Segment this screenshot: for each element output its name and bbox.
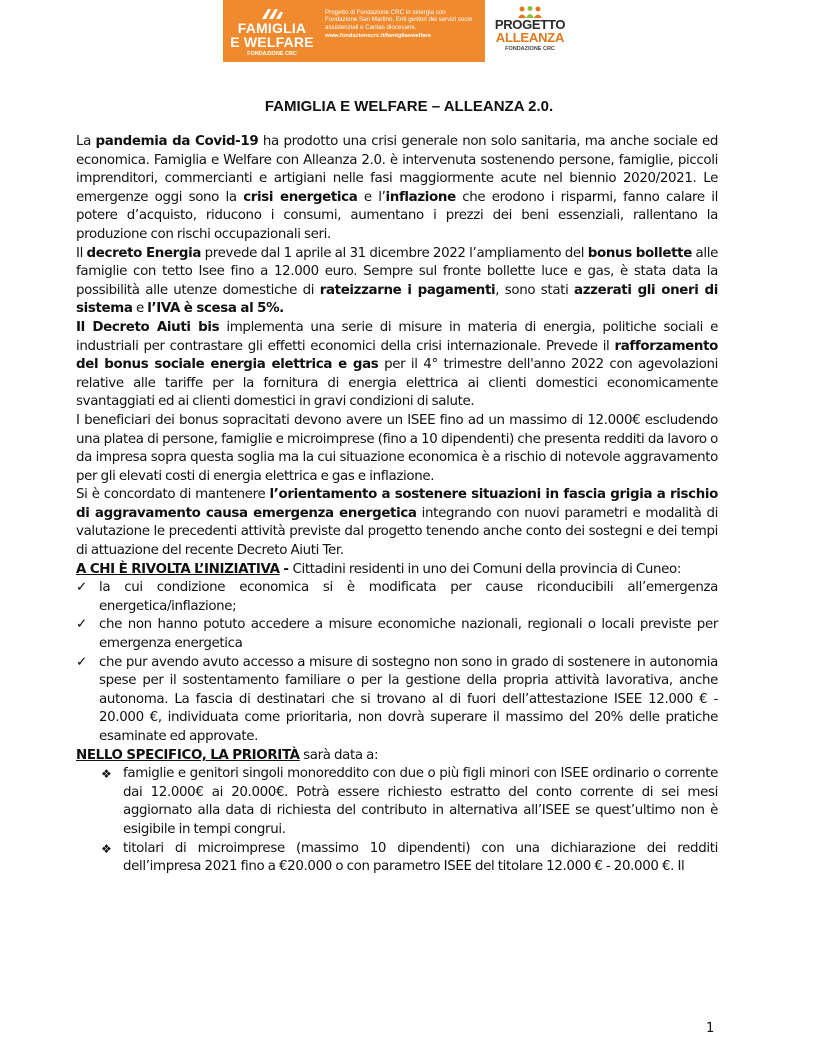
paragraph-decreto-aiuti-bis: Il Decreto Aiuti bis implementa una serie di misure in materia di energia, politiche sociali e industriali per contrastare gli effetti economici della crisi internazionale. Prevede il rafforzamento del bonus sociale energia elettrica e gas per il 4° trimestre dell'anno 2022 con agevolazioni relative alle tariffe per la fornitura di energia elettrica ai clienti domestici economicamente svantaggiati ed ai clienti domestici in gravi condizioni di salute.: [76, 319, 718, 410]
check-icon: ✓: [76, 617, 87, 633]
list-item: ✓ la cui condizione economica si è modificata per cause riconducibili all’emergenza energetica/inflazione;: [76, 580, 718, 614]
hands-logo-icon: [259, 8, 285, 20]
famiglia-welfare-logo: [223, 0, 321, 62]
banner-text: Progetto di Fondazione CRC in sinergia con Fondazione San Martino, Enti gestori dei servizi socio assistenziali e Caritas diocesane.: [325, 9, 473, 31]
banner-line2: E WELFARE: [230, 33, 314, 50]
paragraph-orientamento: Si è concordato di mantenere l’orientamento a sostenere situazioni in fascia grigia a rischio di aggravamento causa emergenza energetica integrando con nuovi parametri e modalità di valutazione le precedenti attività previste dal progetto tenendo anche conto dei sostegni e dei tempi di attuazione del recente Decreto Aiuti Ter.: [76, 487, 718, 559]
check-icon: ✓: [76, 654, 87, 670]
page-number: 1: [706, 1021, 715, 1036]
logo-line1: PROGETTO: [494, 17, 566, 32]
target-heading-line: A CHI È RIVOLTA L’INIZIATIVA - Cittadini residenti in uno dei Comuni della provincia di Cuneo:: [76, 561, 682, 577]
progetto-alleanza-logo: [489, 6, 571, 58]
target-heading: A CHI È RIVOLTA L’INIZIATIVA: [76, 561, 280, 577]
document-title: FAMIGLIA E WELFARE – ALLEANZA 2.0.: [264, 98, 554, 115]
paragraph-beneficiari: I beneficiari dei bonus sopracitati devono avere un ISEE fino ad un massimo di 12.000€ escludendo una platea di persone, famiglie e microimprese (fino a 10 dipendenti) che presenta redditi da lavoro o da impresa sopra questa soglia ma la cui situazione economica è a rischio di notevole aggravamento per gli elevati costi di energia elettrica e gas e inflazione.: [76, 412, 718, 484]
list-item: ❖ famiglie e genitori singoli monoreddito con due o più figli minori con ISEE ordinario o corrente dai 12.000€ ai 20.000€. Potrà essere richiesto estratto del conto corrente di sei mesi aggiornato alla data di richiesta del contributo in alternativa all’ISEE se quest’ultimo non è esigibile in tempi congrui.: [101, 766, 718, 837]
logo-line2: ALLEANZA: [495, 30, 565, 45]
paragraph-covid: La pandemia da Covid-19 ha prodotto una crisi generale non solo sanitaria, ma anche sociale ed economica. Famiglia e Welfare con Alleanza 2.0. è intervenuta sostenendo persone, famiglie, piccoli imprenditori, commercianti e artigiani nelle fasi maggiormente acute nel biennio 2020/2021. Le emergenze oggi sono la crisi energetica e l’inflazione che erodono i risparmi, fanno calare il potere d’acquisto, riducono i consumi, aumentano i prezzi dei beni essenziali, rallentano la produzione con rischi occupazionali seri.: [76, 134, 719, 242]
famiglia-welfare-banner: [223, 0, 485, 62]
logo-org: FONDAZIONE CRC: [505, 46, 555, 52]
priority-heading: NELLO SPECIFICO, LA PRIORITÀ: [76, 747, 300, 763]
list-item: ✓ che pur avendo avuto accesso a misure di sostegno non sono in grado di sostenere in autonomia spese per il sostentamento familiare o per la gestione della propria attività lavorativa, anche autonoma. La fascia di destinatari che si trovano al di fuori dell’attestazione ISEE 12.000 € - 20.000 €, individuata come prioritaria, non dovrà superare il massimo del 20% delle pratiche esaminate ed approvate.: [76, 654, 718, 744]
list-item: ✓ che non hanno potuto accedere a misure economiche nazionali, regionali o locali previste per emergenza energetica: [76, 617, 718, 652]
banner-description: [321, 0, 485, 62]
banner-line1: FAMIGLIA: [237, 19, 307, 36]
banner-org: FONDAZIONE CRC: [247, 50, 297, 57]
diamond-bullet-icon: ❖: [101, 767, 112, 782]
diamond-bullet-icon: ❖: [101, 841, 112, 856]
priority-heading-line: NELLO SPECIFICO, LA PRIORITÀ sarà data a:: [76, 747, 379, 763]
document-body: [76, 133, 718, 877]
check-icon: ✓: [76, 580, 87, 596]
priority-list: [76, 765, 718, 877]
list-item: ❖ titolari di microimprese (massimo 10 dipendenti) con una dichiarazione dei redditi dell’impresa 2021 fino a €20.000 o con parametro ISEE del titolare 12.000 € - 20.000 €. Il: [101, 840, 718, 875]
banner-url[interactable]: www.fondazionecrc.it/famigliaewelfare: [325, 33, 432, 40]
paragraph-decreto-energia: Il decreto Energia prevede dal 1 aprile al 31 dicembre 2022 l’ampliamento del bonus bollette alle famiglie con tetto Isee fino a 12.000 euro. Sempre sul fronte bollette luce e gas, è stata data la possibilità alle utenze domestiche di rateizzarne i pagamenti, sono stati azzerati gli oneri di sistema e l’IVA è scesa al 5%.: [76, 245, 718, 317]
target-list: [76, 579, 718, 746]
